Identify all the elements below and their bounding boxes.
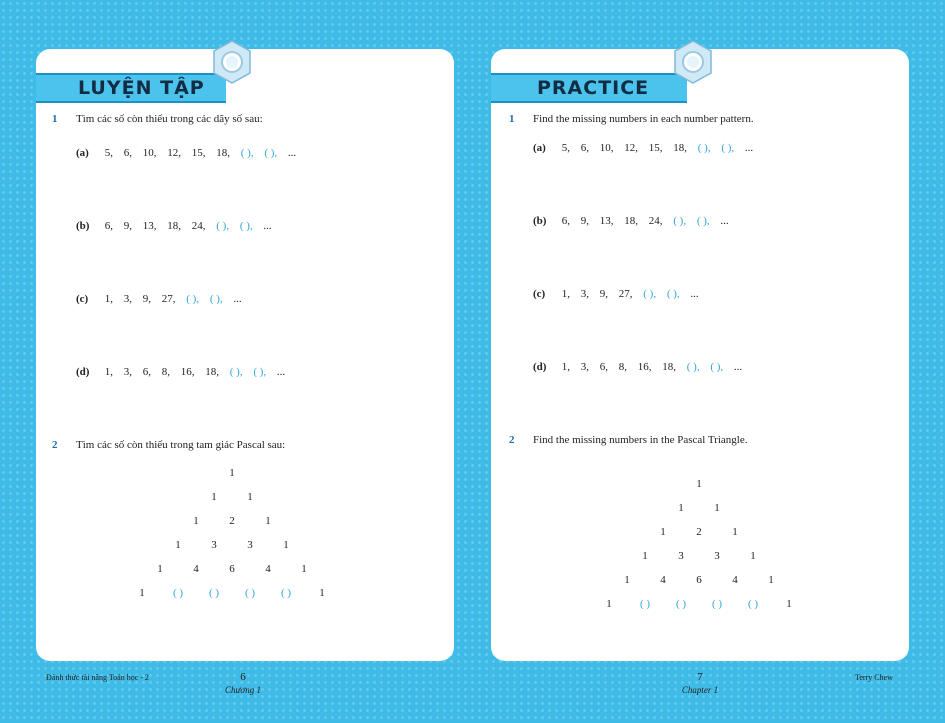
answer-blank[interactable]: ( ) (747, 598, 759, 610)
sequence-number: 10, (142, 147, 157, 159)
section-banner (491, 73, 687, 103)
item-label: (b) (533, 215, 547, 227)
sequence-number: 5, (561, 142, 570, 154)
sequence-number: 6, (599, 361, 608, 373)
answer-blank[interactable]: ( ) (711, 598, 723, 610)
ellipsis: ... (233, 293, 242, 305)
section-title: LUYỆN TẬP (78, 77, 205, 99)
pascal-number: 2 (229, 515, 235, 527)
sequence-a (76, 147, 296, 159)
chapter-label: Chapter 1 (681, 685, 719, 695)
answer-blank[interactable]: ( ), (239, 220, 253, 232)
pascal-number: 1 (265, 515, 271, 527)
sequence-d (76, 366, 285, 378)
sequence-number: 6, (142, 366, 151, 378)
answer-blank[interactable]: ( ) (244, 587, 256, 599)
pascal-number: 1 (624, 574, 630, 586)
ellipsis: ... (690, 288, 699, 300)
pascal-number: 1 (642, 550, 648, 562)
sequence-number: 3, (123, 366, 132, 378)
sequence-number: 15, (648, 142, 663, 154)
ellipsis: ... (733, 361, 743, 373)
pascal-number: 6 (696, 574, 702, 586)
ellipsis: ... (276, 366, 286, 378)
pascal-number: 3 (211, 539, 217, 551)
item-label: (d) (76, 366, 90, 378)
answer-blank[interactable]: ( ), (264, 147, 278, 159)
chapter-label: Chương 1 (225, 685, 261, 695)
pascal-number: 3 (678, 550, 684, 562)
pascal-number: 4 (265, 563, 271, 575)
sequence-number: 10, (599, 142, 614, 154)
answer-blank[interactable]: ( ), (696, 215, 710, 227)
ellipsis: ... (287, 147, 297, 159)
sequence-number: 8, (618, 361, 627, 373)
sequence-number: 1, (104, 366, 113, 378)
answer-blank[interactable]: ( ) (172, 587, 184, 599)
answer-blank[interactable]: ( ), (186, 293, 200, 305)
pascal-number: 1 (732, 526, 738, 538)
pascal-number: 1 (750, 550, 756, 562)
item-label: (a) (533, 142, 546, 154)
pascal-number: 1 (301, 563, 307, 575)
item-label: (d) (533, 361, 547, 373)
sequence-number: 13, (599, 215, 614, 227)
sequence-number: 9, (580, 215, 589, 227)
pascal-number: 1 (768, 574, 774, 586)
page-number: 6 (240, 671, 246, 683)
sequence-c (76, 293, 242, 305)
pascal-number: 4 (660, 574, 666, 586)
answer-blank[interactable]: ( ) (280, 587, 292, 599)
answer-blank[interactable]: ( ), (253, 366, 267, 378)
answer-blank[interactable]: ( ), (710, 361, 724, 373)
item-label: (b) (76, 220, 90, 232)
section-banner (36, 73, 226, 103)
question-number: 1 (52, 113, 58, 125)
question-text: Find the missing numbers in each number pattern. (533, 113, 754, 125)
sequence-number: 18, (673, 142, 687, 154)
answer-blank[interactable]: ( ), (229, 366, 243, 378)
pascal-number: 3 (714, 550, 720, 562)
sequence-number: 18, (662, 361, 676, 373)
question-text: Tìm các số còn thiếu trong các dãy số sau: (76, 113, 263, 125)
question-text: Tìm các số còn thiếu trong tam giác Pascal sau: (76, 439, 286, 451)
sequence-number: 1, (104, 293, 113, 305)
sequence-number: 16, (180, 366, 195, 378)
pascal-number: 1 (229, 467, 235, 479)
pascal-number: 2 (696, 526, 702, 538)
sequence-number: 12, (167, 147, 181, 159)
sequence-number: 24, (648, 215, 663, 227)
answer-blank[interactable]: ( ), (216, 220, 230, 232)
item-label: (c) (76, 293, 89, 305)
sequence-a (533, 142, 753, 154)
pascal-number: 4 (193, 563, 199, 575)
answer-blank[interactable]: ( ) (639, 598, 651, 610)
hex-nut-icon (673, 39, 713, 85)
sequence-b (533, 215, 729, 227)
sequence-number: 5, (104, 147, 113, 159)
answer-blank[interactable]: ( ), (721, 142, 735, 154)
pascal-number: 1 (283, 539, 289, 551)
pascal-number: 1 (319, 587, 325, 599)
answer-blank[interactable]: ( ), (666, 288, 680, 300)
ellipsis: ... (720, 215, 729, 227)
sequence-number: 27, (618, 288, 633, 300)
pascal-number: 1 (193, 515, 199, 527)
answer-blank[interactable]: ( ), (673, 215, 687, 227)
item-label: (c) (533, 288, 546, 300)
sequence-number: 15, (191, 147, 206, 159)
ellipsis: ... (744, 142, 754, 154)
section-title: PRACTICE (537, 77, 650, 99)
sequence-number: 18, (205, 366, 219, 378)
hex-nut-icon (212, 39, 252, 85)
answer-blank[interactable]: ( ), (697, 142, 711, 154)
sequence-number: 12, (624, 142, 638, 154)
page-number: 7 (697, 671, 703, 683)
sequence-number: 6, (561, 215, 570, 227)
book-title: Đánh thức tài năng Toán học - 2 (46, 673, 149, 682)
right-page (491, 49, 909, 661)
pascal-number: 6 (229, 563, 235, 575)
question-number: 1 (509, 113, 515, 125)
answer-blank[interactable]: ( ) (208, 587, 220, 599)
question-number: 2 (509, 434, 515, 446)
pascal-number: 1 (175, 539, 181, 551)
pascal-number: 1 (606, 598, 612, 610)
pascal-number: 1 (139, 587, 145, 599)
sequence-number: 3, (580, 361, 589, 373)
sequence-number: 8, (161, 366, 170, 378)
pascal-number: 1 (696, 478, 702, 490)
sequence-number: 9, (599, 288, 608, 300)
pascal-number: 1 (678, 502, 684, 514)
sequence-number: 6, (580, 142, 589, 154)
sequence-number: 6, (104, 220, 113, 232)
pascal-number: 3 (247, 539, 253, 551)
sequence-number: 9, (142, 293, 151, 305)
sequence-number: 9, (123, 220, 132, 232)
answer-blank[interactable]: ( ), (643, 288, 657, 300)
sequence-number: 16, (637, 361, 652, 373)
sequence-number: 3, (123, 293, 132, 305)
pascal-number: 1 (786, 598, 792, 610)
sequence-number: 3, (580, 288, 589, 300)
sequence-number: 18, (216, 147, 230, 159)
answer-blank[interactable]: ( ) (675, 598, 687, 610)
pascal-number: 1 (157, 563, 163, 575)
sequence-number: 27, (161, 293, 176, 305)
answer-blank[interactable]: ( ), (240, 147, 254, 159)
question-text: Find the missing numbers in the Pascal Triangle. (533, 434, 748, 446)
author-name: Terry Chew (855, 673, 893, 682)
item-label: (a) (76, 147, 89, 159)
sequence-number: 6, (123, 147, 132, 159)
sequence-number: 18, (624, 215, 638, 227)
pascal-number: 1 (247, 491, 253, 503)
pascal-number: 1 (211, 491, 217, 503)
ellipsis: ... (263, 220, 272, 232)
sequence-number: 1, (561, 288, 570, 300)
pascal-number: 1 (714, 502, 720, 514)
left-page (36, 49, 454, 661)
sequence-c (533, 288, 699, 300)
sequence-number: 18, (167, 220, 181, 232)
question-number: 2 (52, 439, 58, 451)
sequence-number: 24, (191, 220, 206, 232)
answer-blank[interactable]: ( ), (209, 293, 223, 305)
sequence-b (76, 220, 272, 232)
sequence-d (533, 361, 742, 373)
answer-blank[interactable]: ( ), (686, 361, 700, 373)
pascal-number: 1 (660, 526, 666, 538)
pascal-number: 4 (732, 574, 738, 586)
sequence-number: 13, (142, 220, 157, 232)
sequence-number: 1, (561, 361, 570, 373)
